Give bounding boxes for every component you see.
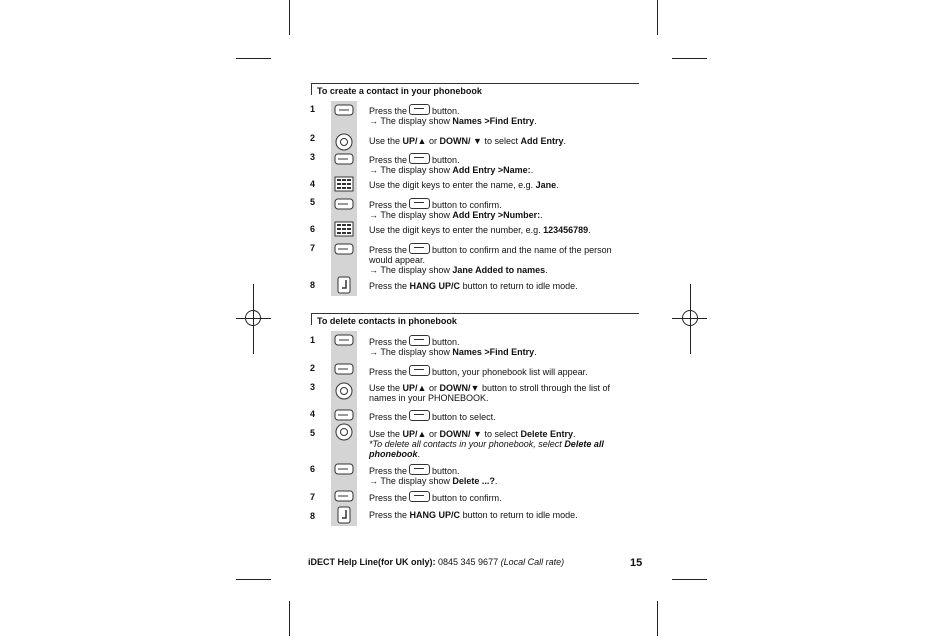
step-text: Press the button. → The display show Add Entry >Name:. (369, 155, 534, 175)
ok-key-icon (409, 365, 430, 376)
crop-mark (236, 579, 271, 580)
step-number: 5 (310, 197, 316, 207)
ok-key-icon (409, 153, 430, 164)
crop-mark (672, 58, 707, 59)
step-text: Press the button to confirm and the name of the person would appear. → The display show Jane Added to names. (369, 245, 612, 275)
step-text: Press the button to select. (369, 412, 496, 422)
ok-key-icon (334, 152, 354, 166)
ok-key-icon (409, 243, 430, 254)
registration-circle (682, 310, 698, 326)
step-number: 7 (310, 492, 316, 502)
step-number: 3 (310, 152, 316, 162)
step-text: Use the UP/▲ or DOWN/ ▼ to select Add Entry. (369, 136, 567, 146)
step-number: 2 (310, 363, 316, 373)
step-text: Use the UP/▲ or DOWN/ ▼ to select Delete Entry. *To delete all contacts in your phonebook, select Delete all phonebook. (369, 429, 604, 459)
keypad-icon (334, 176, 354, 192)
step-number: 1 (310, 104, 316, 114)
menu-key-icon (409, 104, 430, 115)
step-text: Press the button. → The display show Names >Find Entry. (369, 106, 537, 126)
ok-key-icon (334, 489, 354, 503)
step-text: Press the button. → The display show Names >Find Entry. (369, 337, 537, 357)
menu-key-icon (334, 103, 354, 117)
crop-mark (236, 58, 271, 59)
step-text: Press the button. → The display show Delete ...?. (369, 466, 498, 486)
ok-key-icon (334, 408, 354, 422)
crop-mark (657, 0, 658, 35)
section-title-create: To create a contact in your phonebook (311, 83, 639, 98)
ok-key-icon (409, 198, 430, 209)
step-text: Press the button, your phonebook list will appear. (369, 367, 588, 377)
hang-key-icon (334, 276, 354, 294)
ok-key-icon (334, 242, 354, 256)
help-line-footer: iDECT Help Line(for UK only): 0845 345 9677 (Local Call rate) (308, 557, 565, 567)
step-number: 5 (310, 428, 316, 438)
ok-key-icon (409, 410, 430, 421)
menu-key-icon (334, 333, 354, 347)
step-number: 4 (310, 179, 316, 189)
step-number: 8 (310, 280, 316, 290)
crop-mark (289, 0, 290, 35)
ok-key-icon (409, 491, 430, 502)
ok-key-icon (334, 197, 354, 211)
ok-key-icon (409, 464, 430, 475)
step-number: 2 (310, 133, 316, 143)
step-text: Press the HANG UP/C button to return to idle mode. (369, 510, 578, 520)
page-number: 15 (630, 557, 643, 569)
step-number: 6 (310, 464, 316, 474)
step-number: 1 (310, 335, 316, 345)
step-number: 6 (310, 224, 316, 234)
nav-key-icon (334, 423, 354, 441)
step-text: Press the button to confirm. (369, 493, 502, 503)
nav-key-icon (334, 133, 354, 151)
menu-key-icon (409, 335, 430, 346)
step-number: 3 (310, 382, 316, 392)
crop-mark (289, 601, 290, 636)
crop-mark (657, 601, 658, 636)
step-number: 4 (310, 409, 316, 419)
registration-circle (245, 310, 261, 326)
step-text: Press the HANG UP/C button to return to idle mode. (369, 281, 578, 291)
keypad-icon (334, 221, 354, 237)
ok-key-icon (334, 462, 354, 476)
ok-key-icon (334, 362, 354, 376)
step-text: Use the digit keys to enter the name, e.g. Jane. (369, 180, 559, 190)
step-text: Use the UP/▲ or DOWN/▼ button to stroll through the list of names in your PHONEBOOK. (369, 383, 611, 403)
crop-mark (672, 579, 707, 580)
nav-key-icon (334, 382, 354, 400)
section-title-delete: To delete contacts in phonebook (311, 313, 639, 328)
step-text: Use the digit keys to enter the number, e.g. 123456789. (369, 225, 591, 235)
hang-key-icon (334, 506, 354, 524)
step-text: Press the button to confirm. → The display show Add Entry >Number:. (369, 200, 543, 220)
step-number: 8 (310, 511, 316, 521)
step-number: 7 (310, 243, 316, 253)
